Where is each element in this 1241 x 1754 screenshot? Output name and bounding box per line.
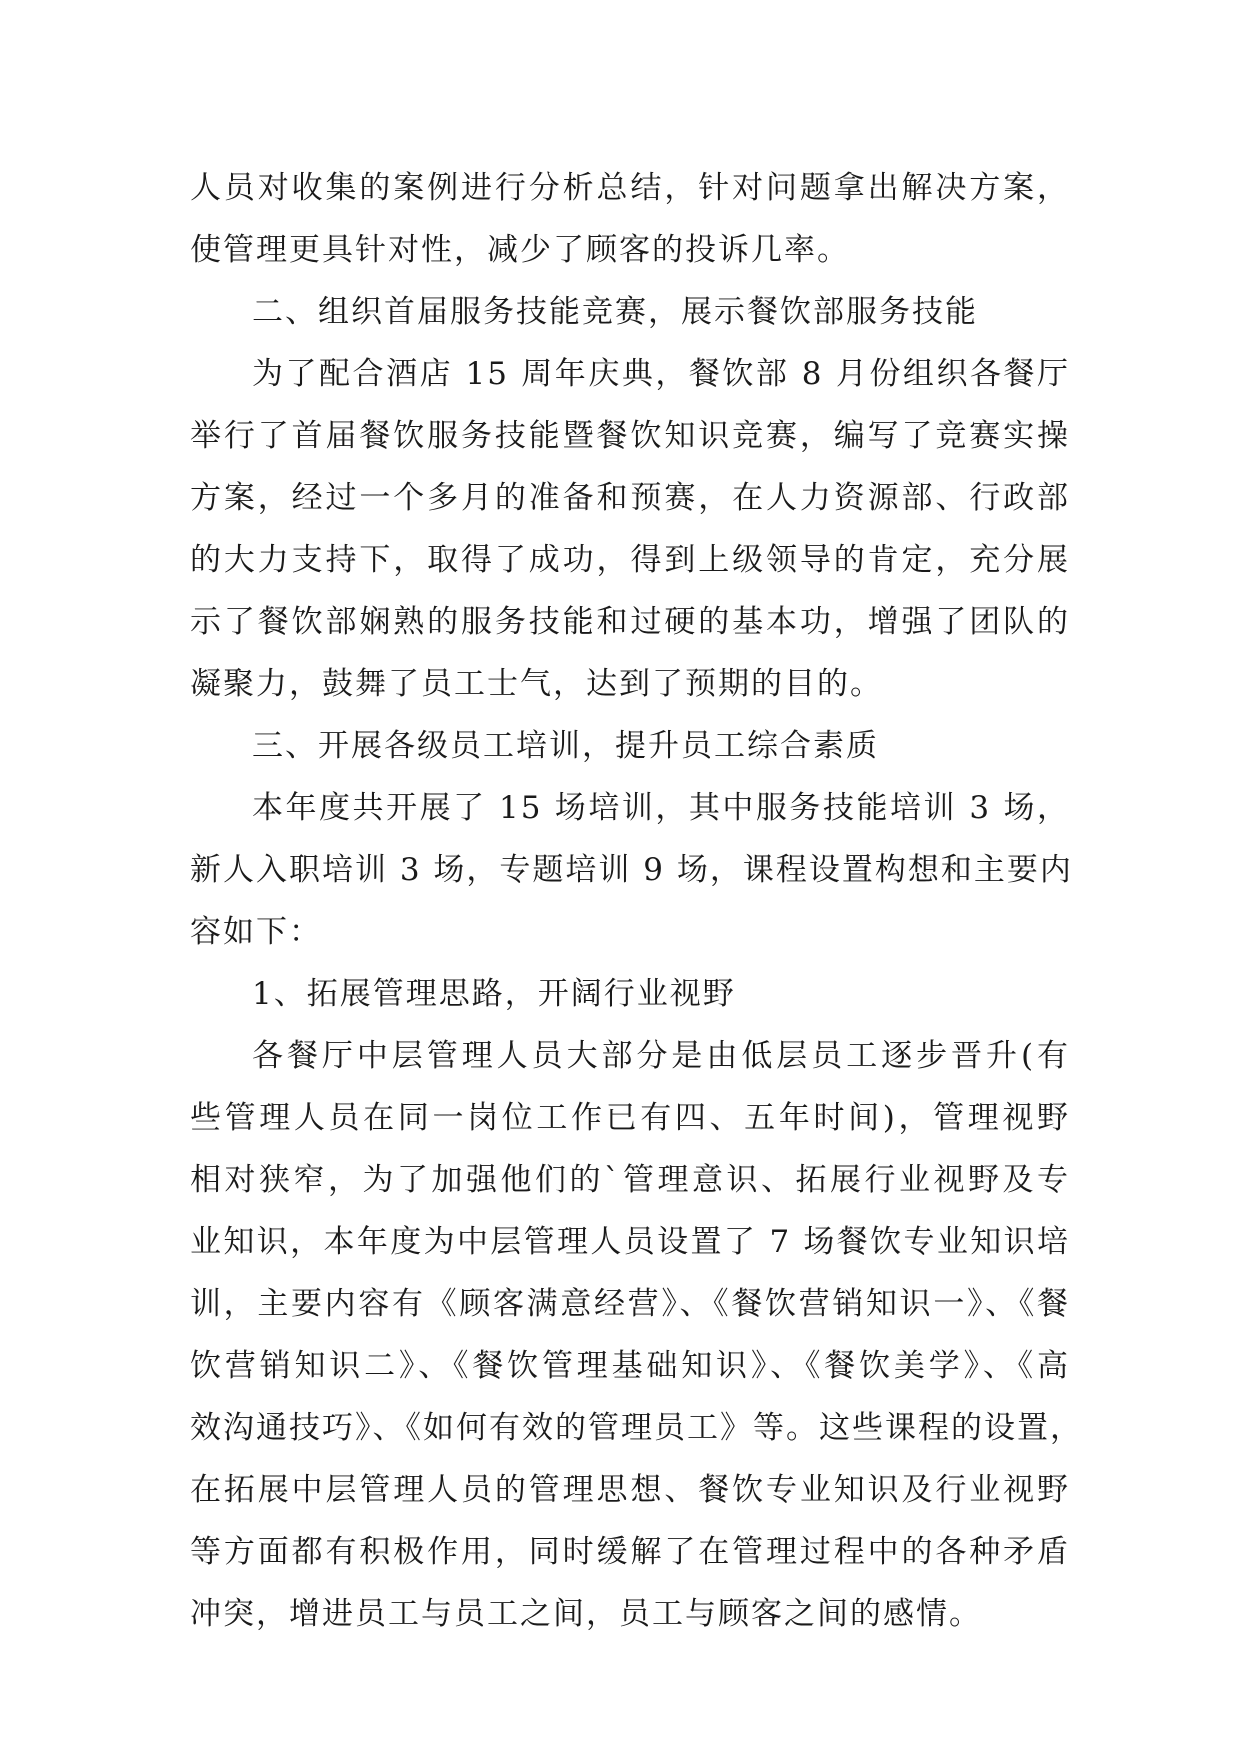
paragraph-line: 示了餐饮部娴熟的服务技能和过硬的基本功，增强了团队的 — [190, 604, 1070, 640]
paragraph-line: 人员对收集的案例进行分析总结，针对问题拿出解决方案， — [190, 170, 1070, 206]
paragraph-line: 容如下： — [190, 914, 322, 950]
paragraph-line: 效沟通技巧》、《如何有效的管理员工》等。这些课程的设置， — [190, 1410, 1083, 1446]
paragraph-line: 业知识，本年度为中层管理人员设置了 7 场餐饮专业知识培 — [190, 1224, 1070, 1260]
subsection-heading: 1、拓展管理思路，开阔行业视野 — [252, 976, 736, 1012]
paragraph-line: 举行了首届餐饮服务技能暨餐饮知识竞赛，编写了竞赛实操 — [190, 418, 1070, 454]
paragraph-line: 方案，经过一个多月的准备和预赛，在人力资源部、行政部 — [190, 480, 1070, 516]
paragraph-line: 相对狭窄，为了加强他们的`管理意识、拓展行业视野及专 — [190, 1162, 1070, 1198]
paragraph-line: 使管理更具针对性，减少了顾客的投诉几率。 — [190, 232, 850, 268]
document-body — [190, 157, 1083, 1645]
paragraph-line: 训，主要内容有《顾客满意经营》、《餐饮营销知识一》、《餐 — [190, 1286, 1070, 1322]
paragraph-line: 各餐厅中层管理人员大部分是由低层员工逐步晋升(有 — [252, 1038, 1070, 1074]
paragraph-line: 些管理人员在同一岗位工作已有四、五年时间)，管理视野 — [190, 1100, 1070, 1136]
section-heading: 二、组织首届服务技能竞赛，展示餐饮部服务技能 — [252, 294, 978, 330]
paragraph-line: 饮营销知识二》、《餐饮管理基础知识》、《餐饮美学》、《高 — [190, 1348, 1070, 1384]
paragraph-line: 的大力支持下，取得了成功，得到上级领导的肯定，充分展 — [190, 542, 1070, 578]
paragraph-line: 新人入职培训 3 场，专题培训 9 场，课程设置构想和主要内 — [190, 852, 1073, 888]
paragraph-line: 本年度共开展了 15 场培训，其中服务技能培训 3 场， — [252, 790, 1070, 826]
paragraph-line: 冲突，增进员工与员工之间，员工与顾客之间的感情。 — [190, 1596, 982, 1632]
paragraph-line: 凝聚力，鼓舞了员工士气，达到了预期的目的。 — [190, 666, 883, 702]
paragraph-line: 为了配合酒店 15 周年庆典，餐饮部 8 月份组织各餐厅 — [252, 356, 1070, 392]
paragraph-line: 等方面都有积极作用，同时缓解了在管理过程中的各种矛盾 — [190, 1534, 1070, 1570]
paragraph-line: 在拓展中层管理人员的管理思想、餐饮专业知识及行业视野 — [190, 1472, 1070, 1508]
section-heading: 三、开展各级员工培训，提升员工综合素质 — [252, 728, 879, 764]
